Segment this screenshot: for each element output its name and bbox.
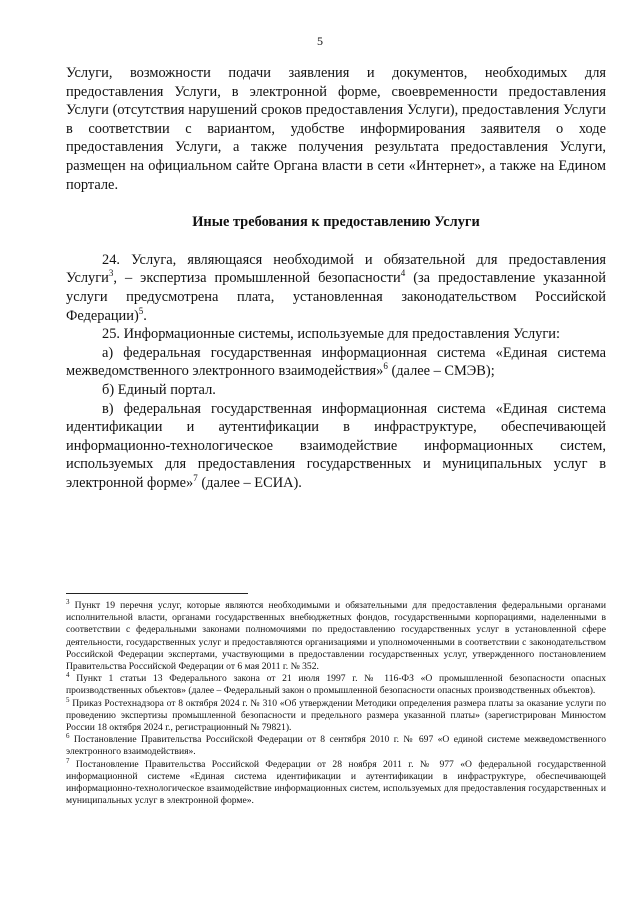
footnote-number: 5: [66, 695, 70, 704]
paragraph-24-text-a: 24. Услуга, являющаяся необходимой и обязательной для предоставления Услуги: [66, 251, 606, 287]
footnote-3: [66, 597, 606, 673]
list-item-v: [66, 400, 606, 493]
paragraph-24-text-d: .: [143, 307, 147, 324]
footnote-text: Пункт 1 статьи 13 Федерального закона от 21 июля 1997 г. № 116-ФЗ «О промышленной безопасности опасных производственных объектов» (далее – Федеральный закон о промышленной безопасности опасных производственных объектов).: [66, 673, 606, 697]
page-number: 5: [317, 34, 323, 48]
footnote-ref-7: 7: [193, 473, 198, 484]
intro-paragraph: Услуги, возможности подачи заявления и документов, необходимых для предоставления Услуги, в электронной форме, своевременности предоставления Услуги (отсутствия нарушений сроков предоставления Услуги), предоставления Услуги в соответствии с вариантом, удобстве информирования заявителя о ходе предоставления Услуги, а также получения результата предоставления Услуги, размещен на официальном сайте Органа власти в сети «Интернет», а также на Едином портале.: [66, 65, 606, 193]
list-item-a: [66, 344, 606, 381]
footnote-text: Постановление Правительства Российской Федерации от 8 сентября 2010 г. № 697 «О единой системе межведомственного электронного взаимодействия».: [66, 734, 606, 758]
list-item-v-tail: (далее – ЕСИА).: [197, 474, 302, 491]
section-heading: Иные требования к предоставлению Услуги: [192, 214, 480, 231]
footnote-text: Пункт 19 перечня услуг, которые являются необходимыми и обязательными для предоставления федеральными органами исполнительной власти, органами государственных внебюджетных фондов, государственными корпорациями, наделенными в соответствии с федеральными законами полномочиями по предоставлению государственных услуг в установленной сфере деятельности, государственных услуг и предоставляются организациями и уполномоченными в соответствии с законодательством Российской Федерации экспертами, участвующими в предоставлении государственных услуг, утвержденного постановлением Правительства Российской Федерации от 6 мая 2011 г. № 352.: [66, 600, 606, 673]
paragraph-24: [66, 251, 606, 325]
footnote-number: 6: [66, 732, 70, 741]
list-item-a-tail: (далее – СМЭВ);: [387, 363, 495, 380]
list-item-b: б) Единый портал.: [102, 381, 216, 398]
footnote-text: Постановление Правительства Российской Федерации от 28 ноября 2011 г. № 977 «О федеральной государственной информационной системе «Единая система идентификации и аутентификации в инфраструктуре, обеспечивающей информационно-технологическое взаимодействие информационных систем, используемых для предоставления государственных и муниципальных услуг в электронной форме».: [66, 758, 606, 807]
footnote-7: [66, 756, 606, 808]
footnote-6: [66, 734, 606, 758]
footnote-text: Приказ Ростехнадзора от 8 октября 2024 г. № 310 «Об утверждении Методики определения размера платы за оказание услуги по проведению экспертизы промышленной безопасности и предельного размера указанной платы» (зарегистрирован Минюстом России 18 октября 2024 г., регистрационный № 79821).: [66, 697, 606, 734]
footnote-number: 4: [66, 671, 70, 680]
paragraph-24-text-c: (за предоставление указанной услуги предусмотрена плата, установленная законодательством Российской Федерации): [66, 270, 606, 324]
list-item-v-text: в) федеральная государственная информационная система «Единая система идентификации и аутентификации в инфраструктуре, обеспечивающей информационно-технологическое взаимодействие информационных систем, используемых для предоставления государственных и муниципальных услуг в электронной форме»: [66, 400, 606, 491]
footnote-ref-6: 6: [383, 361, 388, 372]
footnote-ref-3: 3: [108, 268, 114, 279]
footnote-separator: [66, 593, 248, 594]
footnote-ref-5: 5: [138, 305, 144, 316]
paragraph-25: 25. Информационные системы, используемые для предоставления Услуги:: [102, 326, 560, 343]
footnote-number: 7: [66, 756, 70, 765]
footnotes-section: [66, 593, 606, 807]
footnote-5: [66, 695, 606, 735]
paragraph-24-text-b: , – экспертиза промышленной безопасности: [113, 270, 401, 287]
footnote-4: [66, 673, 606, 697]
footnote-ref-4: 4: [400, 268, 406, 279]
footnote-number: 3: [66, 597, 70, 606]
list-item-a-text: а) федеральная государственная информационная система «Единая система межведомственного электронного взаимодействия»: [66, 344, 606, 380]
document-body: [66, 64, 606, 492]
